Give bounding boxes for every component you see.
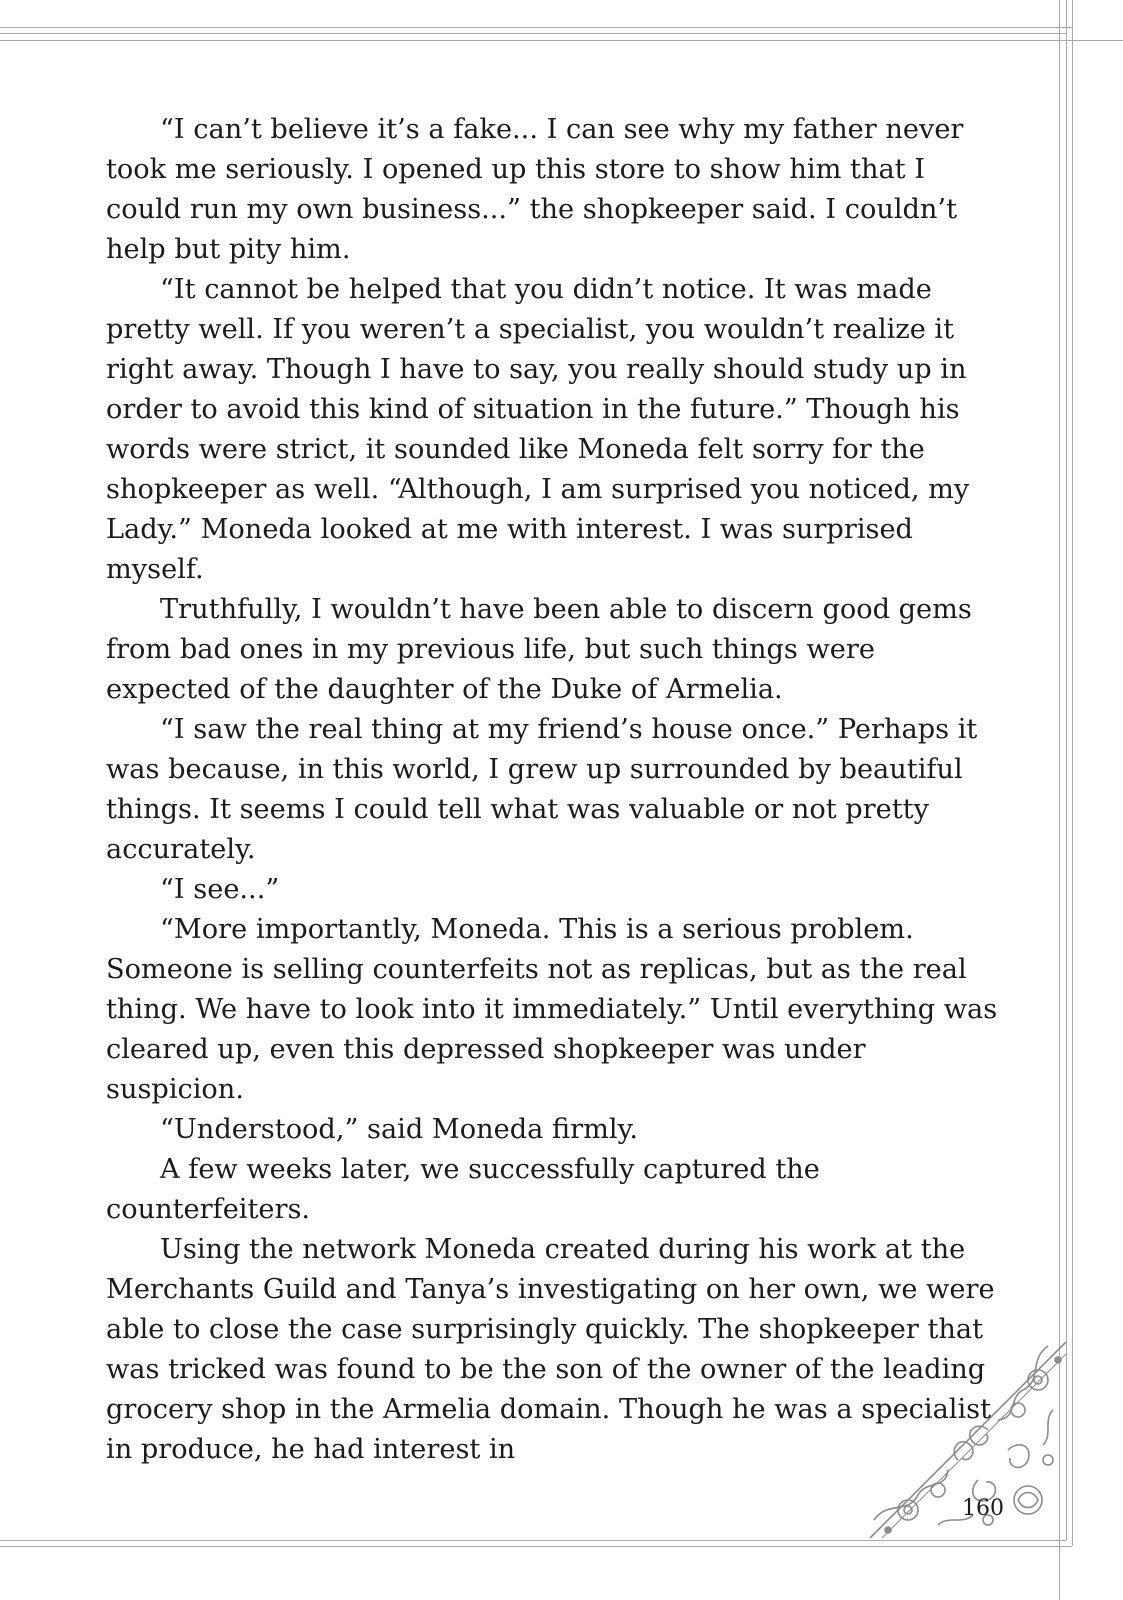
frame-bottom-line-inner xyxy=(0,1540,1066,1541)
frame-right-line-outer xyxy=(1072,0,1073,1546)
paragraph-4: “I saw the real thing at my friend’s house once.” Perhaps it was because, in this world, I grew up surrounded by beautiful things. It seems I could tell what was valuable or not pretty accurately. xyxy=(106,714,978,865)
body-text xyxy=(106,110,1006,1470)
frame-top-line-inner xyxy=(0,33,1066,34)
paragraph-5: “I see...” xyxy=(160,874,280,905)
frame-top-line-third xyxy=(0,40,1123,41)
paragraph-6: “More importantly, Moneda. This is a serious problem. Someone is selling counterfeits not as replicas, but as the real thing. We have to look into it immediately.” Until everything was cleared up, even this depressed shopkeeper was under suspicion. xyxy=(106,914,998,1105)
paragraph-8: A few weeks later, we successfully captured the counterfeiters. xyxy=(106,1154,820,1225)
paragraph-2: “It cannot be helped that you didn’t notice. It was made pretty well. If you weren’t a specialist, you wouldn’t realize it right away. Though I have to say, you really should study up in order to avoid this kind of situation in the future.” Though his words were strict, it sounded like Moneda felt sorry for the shopkeeper as well. “Although, I am surprised you noticed, my Lady.” Moneda looked at me with interest. I was surprised myself. xyxy=(106,274,970,585)
frame-right-line-inner xyxy=(1066,0,1067,1540)
paragraph-3: Truthfully, I wouldn’t have been able to discern good gems from bad ones in my previous life, but such things were expected of the daughter of the Duke of Armelia. xyxy=(106,594,972,705)
paragraph-9: Using the network Moneda created during his work at the Merchants Guild and Tanya’s investigating on her own, we were able to close the case surprisingly quickly. The shopkeeper that was tricked was found to be the son of the owner of the leading grocery shop in the Armelia domain. Though he was a specialist in produce, he had interest in xyxy=(106,1234,995,1465)
frame-top-line-outer xyxy=(0,27,1072,28)
page-number: 160 xyxy=(962,1496,1004,1521)
frame-bottom-line-outer xyxy=(0,1546,1072,1547)
paragraph-1: “I can’t believe it’s a fake... I can see why my father never took me seriously. I opened up this store to show him that I could run my own business...” the shopkeeper said. I couldn’t help but pity him. xyxy=(106,114,964,265)
paragraph-7: “Understood,” said Moneda firmly. xyxy=(160,1114,638,1145)
